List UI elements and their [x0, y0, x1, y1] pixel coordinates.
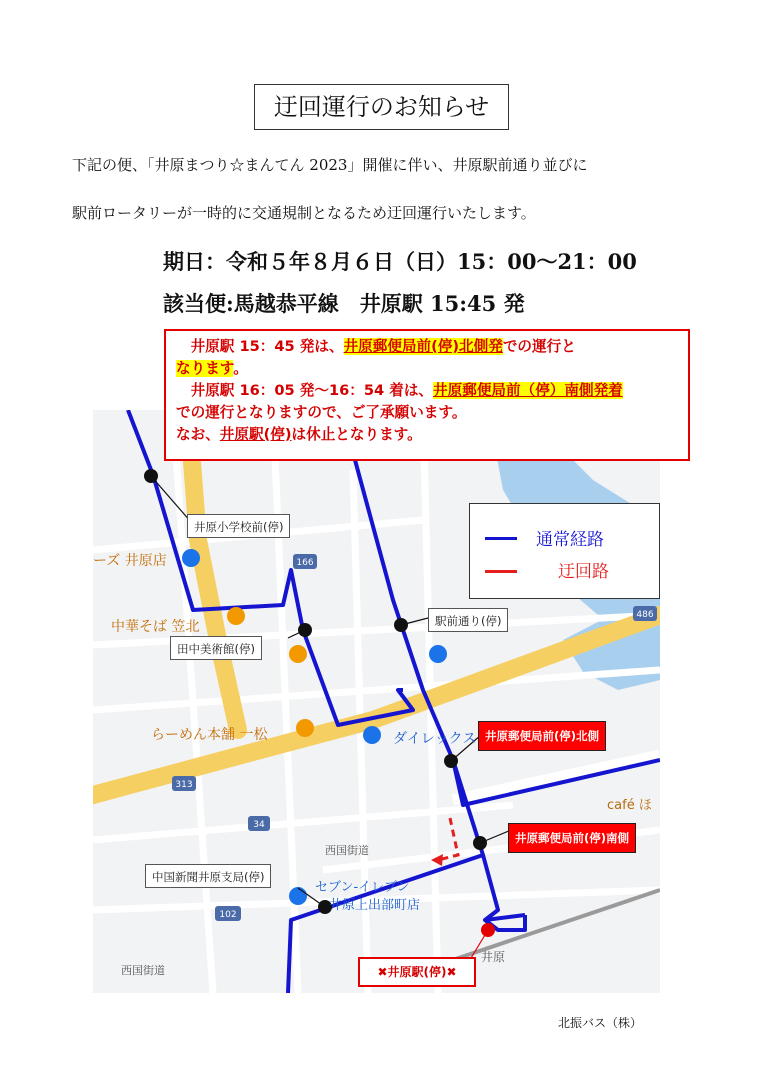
- stop-label-tanaka-museum: 田中美術館(停): [170, 636, 262, 660]
- notice-highlight: なります: [176, 360, 234, 377]
- route-486: 486: [636, 610, 654, 620]
- map-label-seven: セブン-イレブン: [315, 880, 410, 895]
- route-map: [93, 410, 660, 993]
- notice-highlight: 井原郵便局前(停)北側発: [343, 338, 503, 355]
- map-label-ibara: 井原: [481, 950, 506, 964]
- notice-text: での運行となりますので、ご了承願います。: [176, 404, 467, 421]
- route-34: 34: [253, 820, 265, 830]
- date-line: 期日：令和５年８月６日（日）15：00〜21：00: [163, 249, 637, 274]
- route-102: 102: [219, 910, 237, 920]
- notice-text: 井原駅 15：45 発は、: [190, 338, 344, 355]
- map-label-nishikuni-2: 西国街道: [121, 964, 165, 977]
- legend-detour-label: 迂回路: [558, 562, 609, 582]
- page-title: 迂回運行のお知らせ: [254, 84, 509, 130]
- notice-text: 井原駅 16：05 発〜16：54 着は、: [190, 382, 434, 399]
- map-label-direx: ダイレックス: [393, 731, 477, 747]
- legend-detour-swatch: [485, 570, 517, 573]
- notice-text: は休止となります。: [291, 426, 422, 443]
- route-313: 313: [175, 780, 193, 790]
- notice-highlight: 井原郵便局前（停）南側発着: [433, 382, 623, 399]
- stop-label-ekimae-dori: 駅前通り(停): [428, 608, 508, 632]
- intro-line-2: 駅前ロータリーが一時的に交通規制となるため迂回運行いたします。: [72, 204, 536, 222]
- stop-label-post-north: 井原郵便局前(停)北側: [478, 721, 606, 751]
- route-166: 166: [296, 558, 314, 568]
- legend-normal-label: 通常経路: [536, 530, 604, 550]
- intro-line-1: 下記の便、「井原まつり☆まんてん 2023」開催に伴い、井原駅前通り並びに: [72, 156, 588, 174]
- stop-label-post-south: 井原郵便局前(停)南側: [508, 823, 636, 853]
- route-line: 該当便:馬越恭平線 井原駅 15:45 発: [163, 291, 525, 316]
- map-label-nishikuni: 西国街道: [325, 844, 369, 857]
- notice-text: での運行と: [502, 338, 576, 355]
- map-label-seven-branch: 井原上出部町店: [329, 898, 421, 913]
- notice-text: なお、: [176, 426, 220, 443]
- map-label-ramen: らーめん本舗 一松: [151, 727, 268, 743]
- footer-company: 北振バス（株）: [558, 1016, 643, 1030]
- map-label-shop: ーズ 井原店: [93, 553, 167, 569]
- legend-normal-swatch: [485, 537, 517, 540]
- map-legend: [469, 503, 660, 599]
- notice-box: [164, 329, 690, 461]
- notice-text: 。: [233, 360, 248, 377]
- stop-label-chugoku-shimbun: 中国新聞井原支局(停): [145, 864, 271, 888]
- notice-underlined: 井原駅(停): [219, 426, 292, 443]
- stop-label-ibara-elementary: 井原小学校前(停): [187, 514, 290, 538]
- stop-label-ibara-station-closed: ✖井原駅(停)✖: [358, 957, 476, 987]
- map-label-cafe: café ほ: [607, 798, 652, 813]
- map-label-chuka: 中華そば 笠北: [111, 619, 200, 635]
